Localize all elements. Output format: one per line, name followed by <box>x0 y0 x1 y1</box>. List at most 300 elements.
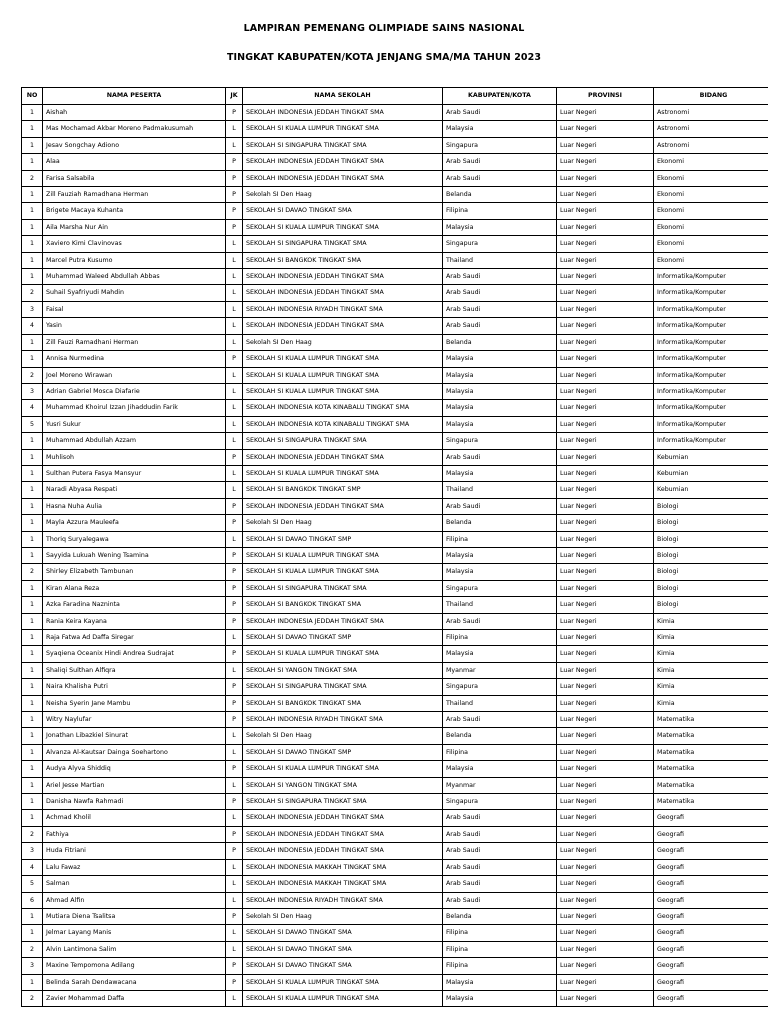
cell-nama-sekolah: SEKOLAH INDONESIA KOTA KINABALU TINGKAT SMA <box>243 400 443 416</box>
cell-bidang: Astronomi <box>654 121 768 137</box>
table-row <box>22 859 768 875</box>
cell-nama-peserta: Suhail Syafriyudi Mahdin <box>43 285 226 301</box>
cell-kabupaten-kota: Malaysia <box>443 761 557 777</box>
cell-bidang: Ekonomi <box>654 236 768 252</box>
cell-nama-sekolah: SEKOLAH SI DAVAO TINGKAT SMA <box>243 941 443 957</box>
cell-provinsi: Luar Negeri <box>557 892 654 908</box>
cell-jk: P <box>226 547 243 563</box>
cell-no: 4 <box>22 859 43 875</box>
cell-kabupaten-kota: Malaysia <box>443 121 557 137</box>
cell-bidang: Matematika <box>654 712 768 728</box>
cell-provinsi: Luar Negeri <box>557 137 654 153</box>
cell-no: 1 <box>22 761 43 777</box>
cell-nama-sekolah: SEKOLAH INDONESIA RIYADH TINGKAT SMA <box>243 301 443 317</box>
cell-nama-peserta: Zavier Mohammad Daffa <box>43 990 226 1006</box>
cell-nama-sekolah: SEKOLAH INDONESIA KOTA KINABALU TINGKAT SMA <box>243 416 443 432</box>
table-row <box>22 826 768 842</box>
cell-provinsi: Luar Negeri <box>557 958 654 974</box>
cell-nama-peserta: Syaqiena Oceanix Hindi Andrea Sudrajat <box>43 646 226 662</box>
cell-no: 1 <box>22 679 43 695</box>
cell-provinsi: Luar Negeri <box>557 761 654 777</box>
table-row <box>22 810 768 826</box>
cell-nama-peserta: Marcel Putra Kusumo <box>43 252 226 268</box>
cell-jk: L <box>226 367 243 383</box>
cell-nama-sekolah: SEKOLAH SI BANGKOK TINGKAT SMA <box>243 252 443 268</box>
cell-no: 4 <box>22 400 43 416</box>
cell-jk: P <box>226 908 243 924</box>
cell-jk: L <box>226 941 243 957</box>
cell-kabupaten-kota: Belanda <box>443 728 557 744</box>
table-row <box>22 761 768 777</box>
table-row <box>22 777 768 793</box>
cell-kabupaten-kota: Filipina <box>443 630 557 646</box>
cell-nama-sekolah: SEKOLAH SI DAVAO TINGKAT SMA <box>243 925 443 941</box>
cell-kabupaten-kota: Malaysia <box>443 547 557 563</box>
document-title: LAMPIRAN PEMENANG OLIMPIADE SAINS NASIONAL <box>243 23 525 34</box>
cell-bidang: Astronomi <box>654 137 768 153</box>
cell-no: 1 <box>22 712 43 728</box>
cell-nama-sekolah: SEKOLAH SI BANGKOK TINGKAT SMA <box>243 695 443 711</box>
cell-jk: P <box>226 105 243 121</box>
cell-nama-peserta: Adrian Gabriel Mosca Diafarie <box>43 383 226 399</box>
cell-no: 1 <box>22 630 43 646</box>
cell-nama-peserta: Jonathan Libazkiel Sinurat <box>43 728 226 744</box>
cell-nama-peserta: Aishah <box>43 105 226 121</box>
cell-jk: P <box>226 515 243 531</box>
cell-kabupaten-kota: Arab Saudi <box>443 876 557 892</box>
cell-jk: P <box>226 613 243 629</box>
cell-no: 1 <box>22 433 43 449</box>
cell-no: 2 <box>22 990 43 1006</box>
cell-nama-sekolah: SEKOLAH SI SINGAPURA TINGKAT SMA <box>243 433 443 449</box>
cell-no: 3 <box>22 958 43 974</box>
cell-jk: L <box>226 121 243 137</box>
cell-bidang: Ekonomi <box>654 154 768 170</box>
cell-nama-peserta: Fathiya <box>43 826 226 842</box>
document-subtitle: TINGKAT KABUPATEN/KOTA JENJANG SMA/MA TAHUN 2023 <box>226 52 542 63</box>
cell-provinsi: Luar Negeri <box>557 351 654 367</box>
cell-provinsi: Luar Negeri <box>557 252 654 268</box>
cell-jk: L <box>226 137 243 153</box>
cell-bidang: Geografi <box>654 892 768 908</box>
cell-jk: P <box>226 154 243 170</box>
cell-jk: L <box>226 400 243 416</box>
cell-provinsi: Luar Negeri <box>557 301 654 317</box>
cell-jk: P <box>226 449 243 465</box>
cell-kabupaten-kota: Thailand <box>443 482 557 498</box>
cell-nama-peserta: Alvanza Al-Kautsar Dainga Soehartono <box>43 744 226 760</box>
table-row <box>22 908 768 924</box>
cell-nama-sekolah: SEKOLAH SI KUALA LUMPUR TINGKAT SMA <box>243 465 443 481</box>
table-row <box>22 105 768 121</box>
cell-no: 1 <box>22 236 43 252</box>
cell-bidang: Kebumian <box>654 482 768 498</box>
cell-kabupaten-kota: Malaysia <box>443 400 557 416</box>
cell-jk: L <box>226 892 243 908</box>
cell-no: 1 <box>22 154 43 170</box>
cell-bidang: Kimia <box>654 679 768 695</box>
cell-no: 2 <box>22 367 43 383</box>
table-row <box>22 465 768 481</box>
cell-bidang: Ekonomi <box>654 252 768 268</box>
cell-no: 1 <box>22 744 43 760</box>
cell-nama-sekolah: SEKOLAH INDONESIA JEDDAH TINGKAT SMA <box>243 269 443 285</box>
cell-bidang: Biologi <box>654 515 768 531</box>
cell-nama-sekolah: SEKOLAH INDONESIA JEDDAH TINGKAT SMA <box>243 449 443 465</box>
cell-jk: L <box>226 662 243 678</box>
cell-nama-peserta: Sayyida Lukuah Wening Tsamina <box>43 547 226 563</box>
header-jk: JK <box>226 88 243 105</box>
cell-jk: P <box>226 695 243 711</box>
cell-nama-sekolah: SEKOLAH INDONESIA JEDDAH TINGKAT SMA <box>243 810 443 826</box>
cell-provinsi: Luar Negeri <box>557 712 654 728</box>
cell-no: 2 <box>22 285 43 301</box>
cell-jk: L <box>226 925 243 941</box>
cell-kabupaten-kota: Myanmar <box>443 662 557 678</box>
cell-nama-peserta: Muhlisoh <box>43 449 226 465</box>
cell-kabupaten-kota: Malaysia <box>443 564 557 580</box>
cell-nama-sekolah: Sekolah SI Den Haag <box>243 187 443 203</box>
cell-jk: L <box>226 433 243 449</box>
header-bidang: BIDANG <box>654 88 768 105</box>
cell-jk: P <box>226 958 243 974</box>
table-row <box>22 531 768 547</box>
cell-no: 1 <box>22 498 43 514</box>
cell-nama-peserta: Achmad Kholil <box>43 810 226 826</box>
cell-no: 1 <box>22 187 43 203</box>
table-row <box>22 187 768 203</box>
cell-no: 3 <box>22 843 43 859</box>
cell-jk: P <box>226 351 243 367</box>
cell-kabupaten-kota: Arab Saudi <box>443 712 557 728</box>
cell-kabupaten-kota: Arab Saudi <box>443 154 557 170</box>
cell-kabupaten-kota: Malaysia <box>443 351 557 367</box>
cell-kabupaten-kota: Arab Saudi <box>443 170 557 186</box>
cell-nama-sekolah: SEKOLAH SI DAVAO TINGKAT SMA <box>243 958 443 974</box>
cell-nama-peserta: Naradi Abyasa Respati <box>43 482 226 498</box>
cell-jk: L <box>226 465 243 481</box>
cell-bidang: Informatika/Komputer <box>654 351 768 367</box>
table-row <box>22 958 768 974</box>
table-row <box>22 269 768 285</box>
cell-nama-sekolah: SEKOLAH SI KUALA LUMPUR TINGKAT SMA <box>243 974 443 990</box>
cell-bidang: Geografi <box>654 990 768 1006</box>
cell-jk: P <box>226 712 243 728</box>
cell-kabupaten-kota: Belanda <box>443 515 557 531</box>
cell-nama-sekolah: Sekolah SI Den Haag <box>243 515 443 531</box>
cell-bidang: Matematika <box>654 794 768 810</box>
header-no: NO <box>22 88 43 105</box>
cell-provinsi: Luar Negeri <box>557 695 654 711</box>
cell-kabupaten-kota: Filipina <box>443 958 557 974</box>
cell-bidang: Matematika <box>654 777 768 793</box>
table-row <box>22 990 768 1006</box>
cell-no: 4 <box>22 318 43 334</box>
cell-nama-sekolah: SEKOLAH SI KUALA LUMPUR TINGKAT SMA <box>243 383 443 399</box>
cell-nama-sekolah: SEKOLAH SI KUALA LUMPUR TINGKAT SMA <box>243 121 443 137</box>
cell-nama-peserta: Brigete Macaya Kuhanta <box>43 203 226 219</box>
cell-nama-peserta: Yusri Sukur <box>43 416 226 432</box>
table-row <box>22 794 768 810</box>
cell-nama-peserta: Annisa Nurmedina <box>43 351 226 367</box>
cell-nama-peserta: Alvin Lantimona Salim <box>43 941 226 957</box>
cell-provinsi: Luar Negeri <box>557 187 654 203</box>
cell-kabupaten-kota: Thailand <box>443 597 557 613</box>
cell-nama-peserta: Jesav Songchay Adiono <box>43 137 226 153</box>
cell-no: 1 <box>22 219 43 235</box>
table-row <box>22 400 768 416</box>
cell-jk: P <box>226 597 243 613</box>
cell-nama-peserta: Yasin <box>43 318 226 334</box>
cell-kabupaten-kota: Arab Saudi <box>443 826 557 842</box>
cell-jk: P <box>226 580 243 596</box>
cell-nama-peserta: Mutiara Diena Tsalitsa <box>43 908 226 924</box>
cell-jk: L <box>226 285 243 301</box>
cell-no: 1 <box>22 269 43 285</box>
table-row <box>22 285 768 301</box>
cell-no: 3 <box>22 383 43 399</box>
cell-nama-sekolah: SEKOLAH INDONESIA JEDDAH TINGKAT SMA <box>243 285 443 301</box>
cell-bidang: Biologi <box>654 564 768 580</box>
cell-no: 3 <box>22 301 43 317</box>
cell-bidang: Kimia <box>654 630 768 646</box>
cell-provinsi: Luar Negeri <box>557 613 654 629</box>
cell-bidang: Matematika <box>654 728 768 744</box>
cell-kabupaten-kota: Malaysia <box>443 383 557 399</box>
cell-kabupaten-kota: Malaysia <box>443 219 557 235</box>
cell-no: 1 <box>22 646 43 662</box>
cell-bidang: Biologi <box>654 580 768 596</box>
cell-kabupaten-kota: Belanda <box>443 908 557 924</box>
cell-nama-peserta: Xaviero Kimi Clavinovas <box>43 236 226 252</box>
cell-kabupaten-kota: Arab Saudi <box>443 318 557 334</box>
cell-nama-peserta: Jelmar Layang Manis <box>43 925 226 941</box>
cell-bidang: Ekonomi <box>654 203 768 219</box>
cell-bidang: Informatika/Komputer <box>654 367 768 383</box>
cell-provinsi: Luar Negeri <box>557 630 654 646</box>
cell-nama-sekolah: SEKOLAH INDONESIA JEDDAH TINGKAT SMA <box>243 613 443 629</box>
cell-bidang: Informatika/Komputer <box>654 318 768 334</box>
cell-jk: L <box>226 301 243 317</box>
cell-nama-sekolah: SEKOLAH SI KUALA LUMPUR TINGKAT SMA <box>243 761 443 777</box>
cell-nama-sekolah: SEKOLAH INDONESIA JEDDAH TINGKAT SMA <box>243 105 443 121</box>
cell-nama-sekolah: SEKOLAH SI DAVAO TINGKAT SMP <box>243 744 443 760</box>
cell-jk: P <box>226 170 243 186</box>
cell-nama-peserta: Muhammad Abdullah Azzam <box>43 433 226 449</box>
cell-nama-peserta: Azka Faradina Nazninta <box>43 597 226 613</box>
table-row <box>22 383 768 399</box>
cell-nama-sekolah: SEKOLAH SI SINGAPURA TINGKAT SMA <box>243 580 443 596</box>
cell-bidang: Informatika/Komputer <box>654 400 768 416</box>
cell-provinsi: Luar Negeri <box>557 744 654 760</box>
cell-nama-peserta: Faisal <box>43 301 226 317</box>
header-nama-sekolah: NAMA SEKOLAH <box>243 88 443 105</box>
table-row <box>22 744 768 760</box>
table-row <box>22 580 768 596</box>
cell-provinsi: Luar Negeri <box>557 154 654 170</box>
table-row <box>22 318 768 334</box>
cell-nama-peserta: Naira Khalisha Putri <box>43 679 226 695</box>
table-row <box>22 203 768 219</box>
cell-nama-peserta: Zill Fauziah Ramadhana Herman <box>43 187 226 203</box>
cell-bidang: Geografi <box>654 876 768 892</box>
cell-provinsi: Luar Negeri <box>557 416 654 432</box>
cell-jk: P <box>226 187 243 203</box>
cell-nama-sekolah: Sekolah SI Den Haag <box>243 728 443 744</box>
cell-no: 1 <box>22 925 43 941</box>
table-row <box>22 679 768 695</box>
cell-kabupaten-kota: Belanda <box>443 187 557 203</box>
cell-jk: L <box>226 269 243 285</box>
cell-provinsi: Luar Negeri <box>557 433 654 449</box>
cell-provinsi: Luar Negeri <box>557 810 654 826</box>
cell-no: 1 <box>22 728 43 744</box>
cell-nama-sekolah: SEKOLAH SI DAVAO TINGKAT SMP <box>243 531 443 547</box>
cell-kabupaten-kota: Myanmar <box>443 777 557 793</box>
cell-kabupaten-kota: Malaysia <box>443 416 557 432</box>
cell-nama-peserta: Shaliqi Sulthan Alfiqra <box>43 662 226 678</box>
cell-nama-sekolah: SEKOLAH SI KUALA LUMPUR TINGKAT SMA <box>243 367 443 383</box>
cell-provinsi: Luar Negeri <box>557 318 654 334</box>
cell-provinsi: Luar Negeri <box>557 843 654 859</box>
cell-kabupaten-kota: Filipina <box>443 744 557 760</box>
cell-no: 1 <box>22 351 43 367</box>
table-row <box>22 252 768 268</box>
table-row <box>22 170 768 186</box>
cell-provinsi: Luar Negeri <box>557 170 654 186</box>
table-row <box>22 219 768 235</box>
cell-provinsi: Luar Negeri <box>557 728 654 744</box>
cell-nama-peserta: Joel Moreno Wirawan <box>43 367 226 383</box>
cell-provinsi: Luar Negeri <box>557 515 654 531</box>
cell-bidang: Kebumian <box>654 449 768 465</box>
table-body <box>22 105 768 1007</box>
cell-provinsi: Luar Negeri <box>557 400 654 416</box>
cell-kabupaten-kota: Filipina <box>443 203 557 219</box>
cell-kabupaten-kota: Singapura <box>443 433 557 449</box>
cell-provinsi: Luar Negeri <box>557 105 654 121</box>
cell-no: 1 <box>22 465 43 481</box>
cell-bidang: Ekonomi <box>654 170 768 186</box>
cell-nama-sekolah: SEKOLAH SI SINGAPURA TINGKAT SMA <box>243 794 443 810</box>
table-row <box>22 367 768 383</box>
table-row <box>22 351 768 367</box>
cell-jk: P <box>226 679 243 695</box>
cell-nama-sekolah: SEKOLAH INDONESIA RIYADH TINGKAT SMA <box>243 892 443 908</box>
table-row <box>22 547 768 563</box>
cell-provinsi: Luar Negeri <box>557 679 654 695</box>
cell-jk: P <box>226 761 243 777</box>
cell-nama-peserta: Farisa Salsabila <box>43 170 226 186</box>
cell-provinsi: Luar Negeri <box>557 547 654 563</box>
cell-kabupaten-kota: Arab Saudi <box>443 269 557 285</box>
cell-provinsi: Luar Negeri <box>557 367 654 383</box>
cell-jk: P <box>226 843 243 859</box>
cell-no: 1 <box>22 137 43 153</box>
cell-nama-peserta: Shirley Elizabeth Tambunan <box>43 564 226 580</box>
cell-kabupaten-kota: Arab Saudi <box>443 498 557 514</box>
cell-nama-peserta: Ariel Jesse Martian <box>43 777 226 793</box>
cell-nama-sekolah: SEKOLAH SI KUALA LUMPUR TINGKAT SMA <box>243 990 443 1006</box>
cell-kabupaten-kota: Arab Saudi <box>443 285 557 301</box>
cell-provinsi: Luar Negeri <box>557 121 654 137</box>
table-row <box>22 695 768 711</box>
cell-provinsi: Luar Negeri <box>557 990 654 1006</box>
cell-nama-sekolah: SEKOLAH SI KUALA LUMPUR TINGKAT SMA <box>243 646 443 662</box>
cell-kabupaten-kota: Arab Saudi <box>443 810 557 826</box>
cell-provinsi: Luar Negeri <box>557 498 654 514</box>
cell-nama-peserta: Danisha Nawfa Rahmadi <box>43 794 226 810</box>
cell-no: 1 <box>22 580 43 596</box>
cell-bidang: Geografi <box>654 958 768 974</box>
cell-provinsi: Luar Negeri <box>557 777 654 793</box>
cell-nama-peserta: Lalu Fawaz <box>43 859 226 875</box>
cell-nama-sekolah: SEKOLAH SI BANGKOK TINGKAT SMP <box>243 482 443 498</box>
cell-kabupaten-kota: Singapura <box>443 679 557 695</box>
cell-no: 1 <box>22 334 43 350</box>
cell-nama-peserta: Belinda Sarah Dendawacana <box>43 974 226 990</box>
cell-no: 1 <box>22 449 43 465</box>
cell-no: 1 <box>22 662 43 678</box>
cell-nama-sekolah: SEKOLAH SI DAVAO TINGKAT SMP <box>243 630 443 646</box>
cell-nama-sekolah: SEKOLAH SI YANGON TINGKAT SMA <box>243 777 443 793</box>
table-row <box>22 564 768 580</box>
cell-nama-sekolah: SEKOLAH INDONESIA MAKKAH TINGKAT SMA <box>243 859 443 875</box>
table-row <box>22 925 768 941</box>
cell-bidang: Biologi <box>654 498 768 514</box>
cell-bidang: Biologi <box>654 597 768 613</box>
cell-nama-sekolah: SEKOLAH SI KUALA LUMPUR TINGKAT SMA <box>243 547 443 563</box>
cell-no: 1 <box>22 121 43 137</box>
table-row <box>22 433 768 449</box>
cell-jk: L <box>226 630 243 646</box>
cell-provinsi: Luar Negeri <box>557 580 654 596</box>
table-row <box>22 416 768 432</box>
cell-bidang: Ekonomi <box>654 219 768 235</box>
cell-nama-sekolah: SEKOLAH SI KUALA LUMPUR TINGKAT SMA <box>243 219 443 235</box>
cell-nama-peserta: Salman <box>43 876 226 892</box>
cell-nama-peserta: Witry Naylufar <box>43 712 226 728</box>
cell-provinsi: Luar Negeri <box>557 236 654 252</box>
cell-nama-sekolah: SEKOLAH INDONESIA JEDDAH TINGKAT SMA <box>243 498 443 514</box>
cell-bidang: Geografi <box>654 908 768 924</box>
cell-jk: L <box>226 236 243 252</box>
cell-kabupaten-kota: Singapura <box>443 236 557 252</box>
table-row <box>22 334 768 350</box>
cell-provinsi: Luar Negeri <box>557 597 654 613</box>
cell-bidang: Informatika/Komputer <box>654 433 768 449</box>
cell-bidang: Geografi <box>654 974 768 990</box>
table-row <box>22 728 768 744</box>
table-row <box>22 662 768 678</box>
cell-jk: L <box>226 810 243 826</box>
cell-nama-sekolah: SEKOLAH INDONESIA JEDDAH TINGKAT SMA <box>243 843 443 859</box>
table-row <box>22 515 768 531</box>
cell-no: 1 <box>22 777 43 793</box>
cell-bidang: Geografi <box>654 826 768 842</box>
cell-jk: L <box>226 252 243 268</box>
cell-nama-peserta: Maxine Tempomona Adilang <box>43 958 226 974</box>
cell-no: 2 <box>22 941 43 957</box>
winners-table <box>21 87 768 1007</box>
cell-no: 2 <box>22 564 43 580</box>
cell-bidang: Informatika/Komputer <box>654 285 768 301</box>
cell-no: 1 <box>22 613 43 629</box>
cell-nama-sekolah: SEKOLAH SI SINGAPURA TINGKAT SMA <box>243 236 443 252</box>
cell-bidang: Informatika/Komputer <box>654 269 768 285</box>
table-row <box>22 630 768 646</box>
table-row <box>22 121 768 137</box>
